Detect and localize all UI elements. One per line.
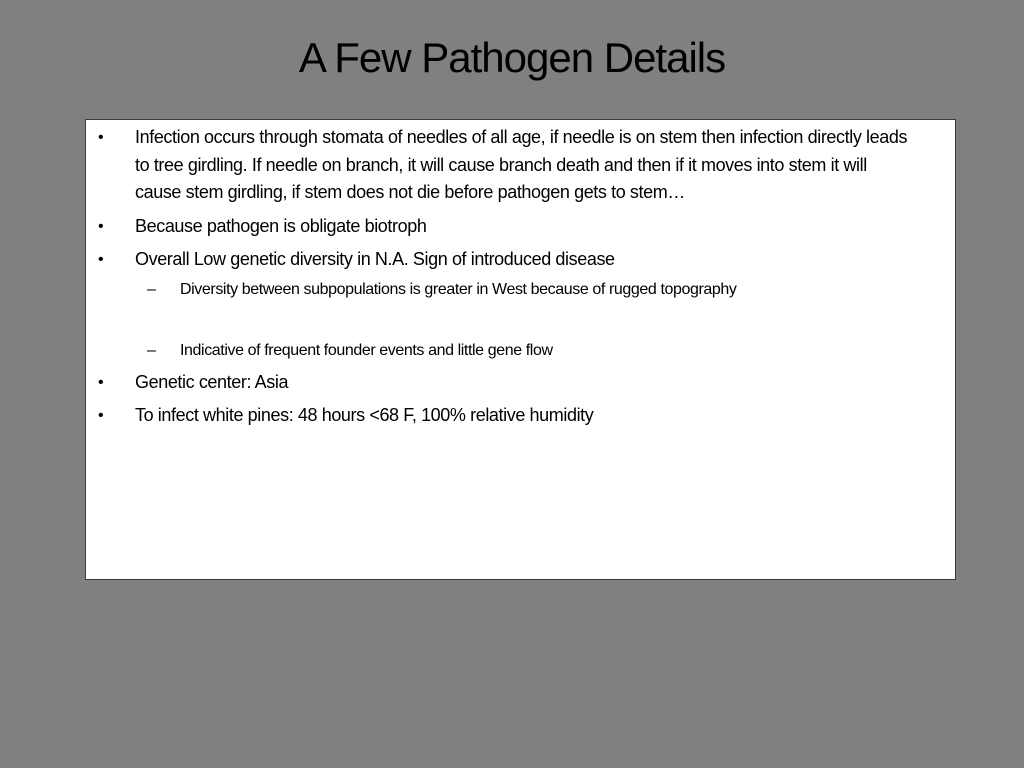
bullet-text: Because pathogen is obligate biotroph	[135, 215, 427, 236]
bullet-item-infection	[86, 124, 955, 207]
bullet-dot-icon: •	[98, 129, 104, 146]
bullet-item-genetic-center	[86, 369, 955, 397]
sub-bullet-list	[135, 278, 915, 363]
bullet-list	[86, 124, 955, 436]
sub-bullet-item	[135, 278, 915, 302]
bullet-text: To infect white pines: 48 hours <68 F, 100% relative humidity	[135, 405, 594, 425]
bullet-text: Genetic center: Asia	[135, 371, 289, 392]
bullet-item-diversity	[86, 246, 955, 363]
content-box	[85, 119, 956, 580]
bullet-item-biotroph	[86, 213, 955, 241]
bullet-item-infection-conditions	[86, 402, 955, 430]
bullet-dot-icon: •	[98, 217, 104, 235]
dash-icon: –	[147, 280, 156, 298]
bullet-dot-icon: •	[98, 373, 104, 391]
sub-bullet-text: Diversity between subpopulations is greater in West because of rugged topography	[180, 280, 737, 298]
dash-icon: –	[147, 341, 156, 359]
bullet-dot-icon: •	[98, 251, 104, 268]
bullet-dot-icon: •	[98, 407, 104, 424]
sub-bullet-text: Indicative of frequent founder events and little gene flow	[180, 341, 553, 359]
sub-bullet-item	[135, 339, 915, 363]
bullet-text: Infection occurs through stomata of needles of all age, if needle is on stem then infection directly leads to tree girdling. If needle on branch, it will cause branch death and then if it moves into stem it will cause stem girdling, if stem does not die before pathogen gets to stem…	[135, 127, 908, 202]
bullet-text: Overall Low genetic diversity in N.A. Sign of introduced disease	[135, 249, 615, 269]
slide-title: A Few Pathogen Details	[298, 34, 726, 81]
